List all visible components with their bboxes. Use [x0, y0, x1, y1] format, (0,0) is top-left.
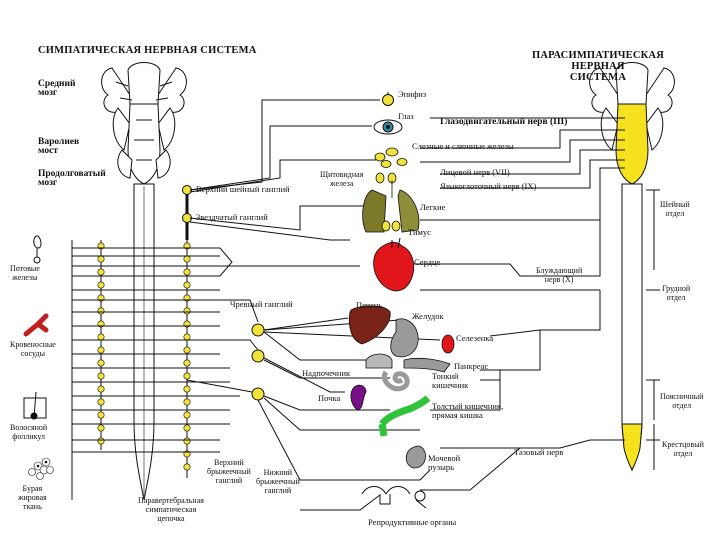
- chain-ganglion: [98, 386, 104, 392]
- reproductive-organs-icon: [362, 487, 426, 509]
- parasympathetic-connectors: [400, 118, 654, 490]
- inferior-mesenteric-ganglion: [252, 388, 264, 400]
- fat-tissue-icon: [29, 458, 54, 480]
- chain-ganglion: [184, 347, 190, 353]
- left-brain-icon: [102, 63, 187, 185]
- celiac-ganglion: [252, 324, 264, 336]
- lungs-label: Легкие: [420, 202, 446, 212]
- parasympathetic-title: ПАРАСИМПАТИЧЕСКАЯ НЕРВНАЯ СИСТЕМА: [531, 50, 664, 83]
- large-intestine-label: Толстый кишечник, прямая кишка: [432, 401, 504, 420]
- sweat-glands-label: Потовые железы: [10, 264, 40, 282]
- inferior-mesenteric-ganglion-label: Нижний брыжеечный ганглий: [256, 468, 300, 495]
- chain-ganglion: [184, 464, 190, 470]
- chain-ganglion: [98, 282, 104, 288]
- chain-ganglion: [184, 399, 190, 405]
- stomach-icon: [391, 319, 418, 357]
- spinal-region-brackets: [646, 190, 660, 440]
- sympathetic-title: СИМПАТИЧЕСКАЯ НЕРВНАЯ СИСТЕМА: [38, 45, 257, 56]
- sacral-region-label: Крестцовый отдел: [662, 440, 704, 458]
- cervical-region-label: Шейный отдел: [660, 200, 690, 218]
- right-spinal-cord-icon: [622, 184, 642, 470]
- glossopharyngeal-nerve-label: Языкоглоточный нерв (IX): [440, 181, 537, 191]
- midbrain-label: Средний мозг: [38, 79, 76, 98]
- pancreas-icon: [404, 358, 450, 372]
- brown-fat-label: Бурая жировая ткань: [18, 484, 47, 511]
- thymus-icon: [382, 221, 400, 231]
- chain-ganglion: [98, 269, 104, 275]
- pelvic-nerve-label: Тазовый нерв: [514, 447, 564, 457]
- chain-ganglion: [184, 360, 190, 366]
- chain-ganglion: [98, 360, 104, 366]
- spleen-icon: [442, 335, 454, 353]
- adrenal-label: Надпочечник: [302, 368, 351, 378]
- small-intestine-label: Тонкий кишечник: [432, 371, 469, 390]
- tear-glands-label: Слезные и слюнные железы: [412, 141, 514, 151]
- hair-follicle-icon: [24, 392, 46, 419]
- chain-ganglion: [98, 308, 104, 314]
- reproductive-label: Репродуктивные органы: [368, 517, 457, 527]
- small-intestine-icon: [384, 372, 407, 389]
- chain-ganglion: [98, 347, 104, 353]
- pineal-icon: [383, 92, 394, 106]
- tear-salivary-glands-icon: [375, 148, 407, 168]
- chain-ganglion: [184, 256, 190, 262]
- heart-label: Сердце: [414, 257, 441, 267]
- kidney-label: Почка: [318, 393, 341, 403]
- blood-vessels-label: Кровеносные сосуды: [10, 340, 56, 358]
- chain-ganglion: [98, 438, 104, 444]
- chain-ganglion: [184, 412, 190, 418]
- thyroid-label: Щитовидная железа: [320, 170, 364, 188]
- hair-follicles-label: Волосяной фолликул: [10, 423, 48, 441]
- chain-ganglion: [184, 308, 190, 314]
- vagus-nerve-label: Блуждающий нерв (X): [536, 266, 583, 284]
- chain-ganglion: [184, 334, 190, 340]
- thoracic-region-label: Грудной отдел: [662, 284, 691, 302]
- chain-ganglion: [98, 373, 104, 379]
- stellate-ganglion-label: Звездчатый ганглий: [196, 212, 268, 222]
- chain-ganglion: [98, 425, 104, 431]
- thymus-label: Тимус: [408, 227, 431, 237]
- chain-ganglion: [184, 386, 190, 392]
- chain-ganglion: [98, 399, 104, 405]
- thyroid-icon: [376, 173, 396, 183]
- superior-cervical-ganglion-label: Верхний шейный ганглий: [196, 184, 290, 194]
- stomach-label: Желудок: [412, 311, 444, 321]
- superior-mesenteric-ganglion: [252, 350, 264, 362]
- kidney-icon: [351, 385, 366, 410]
- medulla-label: Продолговатый мозг: [38, 169, 106, 188]
- bladder-label: Мочевой пузырь: [428, 453, 461, 472]
- facial-nerve-label: Лицевой нерв (VII): [440, 167, 510, 177]
- chain-ganglion: [184, 425, 190, 431]
- chain-ganglion: [98, 334, 104, 340]
- paravertebral-chain-label: Паравертебральная симпатическая цепочка: [138, 496, 204, 523]
- liver-label: Печень: [356, 300, 383, 310]
- eye-label: Глаз: [398, 111, 414, 121]
- liver-icon: [349, 306, 390, 344]
- blood-vessel-icon: [26, 316, 46, 334]
- sweat-gland-icon: [34, 236, 41, 263]
- chain-ganglion: [98, 256, 104, 262]
- pons-label: Варолиев мост: [38, 137, 80, 156]
- eye-icon: [374, 120, 402, 134]
- adrenal-icon: [366, 354, 392, 368]
- chain-ganglion: [98, 412, 104, 418]
- chain-ganglion: [184, 438, 190, 444]
- lungs-icon: [363, 180, 419, 232]
- chain-ganglion: [184, 373, 190, 379]
- oculomotor-nerve-label: Глазодвигательный нерв (III): [440, 117, 568, 127]
- lumbar-region-label: Поясничный отдел: [660, 392, 704, 410]
- pineal-label: Эпифиз: [398, 89, 427, 99]
- celiac-ganglion-label: Чревный ганглий: [230, 299, 293, 309]
- pancreas-label: Панкреас: [454, 361, 489, 371]
- spleen-label: Селезенка: [456, 333, 494, 343]
- bladder-icon: [406, 446, 425, 468]
- left-spinal-cord-icon: [134, 184, 154, 500]
- chain-ganglion: [184, 269, 190, 275]
- heart-icon: [374, 238, 414, 291]
- chain-ganglion: [184, 282, 190, 288]
- superior-mesenteric-ganglion-label: Верхний брыжеечный ганглий: [207, 458, 251, 485]
